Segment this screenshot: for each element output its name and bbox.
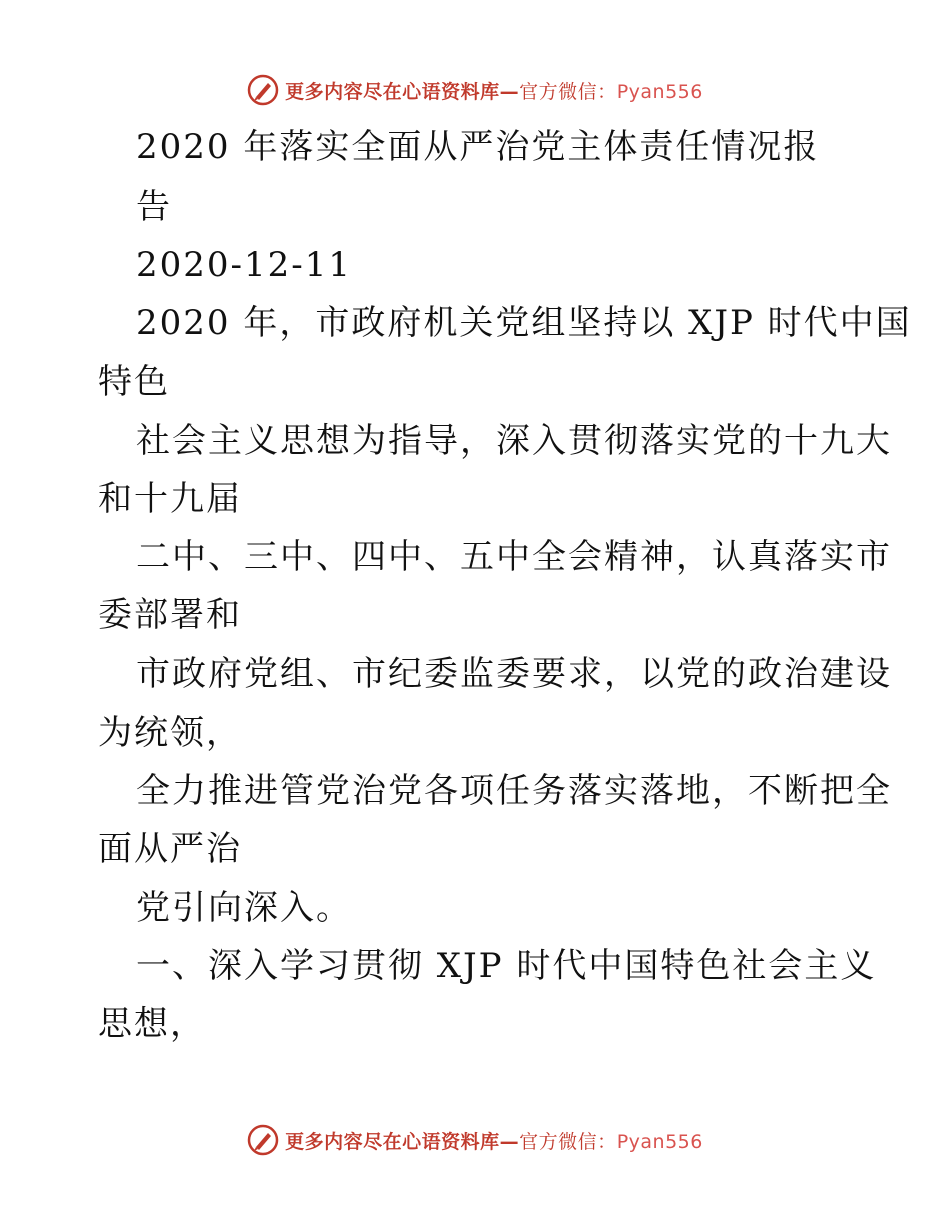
footer-banner xyxy=(0,1120,950,1160)
footer-promo-text xyxy=(285,1127,703,1154)
header-wechat-id: Pyan556 xyxy=(616,80,703,103)
body-line: 为统领， xyxy=(98,713,242,753)
body-line: 和十九届 xyxy=(98,479,242,519)
footer-wechat-id: Pyan556 xyxy=(616,1130,703,1153)
header-promo-label: 更多内容尽在心语资料库— xyxy=(285,80,520,103)
document-title-line-1: 2020 年落实全面从严治党主体责任情况报 xyxy=(136,127,820,167)
header-wechat-label: 官方微信： xyxy=(519,80,617,103)
body-line: 社会主义思想为指导，深入贯彻落实党的十九大 xyxy=(136,421,892,461)
body-line: 市政府党组、市纪委监委要求，以党的政治建设 xyxy=(136,654,892,694)
body-line: 特色 xyxy=(98,362,170,402)
body-line: 2020 年，市政府机关党组坚持以 XJP 时代中国 xyxy=(136,303,912,343)
body-line: 党引向深入。 xyxy=(136,888,352,928)
pen-logo-icon xyxy=(247,1124,279,1156)
footer-promo-label: 更多内容尽在心语资料库— xyxy=(285,1130,520,1153)
section-heading-line: 一、深入学习贯彻 XJP 时代中国特色社会主义 xyxy=(136,946,877,986)
document-date: 2020-12-11 xyxy=(136,245,353,285)
body-line: 委部署和 xyxy=(98,595,242,635)
section-heading-line: 思想， xyxy=(98,1004,206,1044)
footer-wechat-label: 官方微信： xyxy=(519,1130,617,1153)
body-line: 全力推进管党治党各项任务落实落地，不断把全 xyxy=(136,771,892,811)
body-line: 二中、三中、四中、五中全会精神，认真落实市 xyxy=(136,537,892,577)
document-title-line-2: 告 xyxy=(136,187,172,227)
body-line: 面从严治 xyxy=(98,829,242,869)
